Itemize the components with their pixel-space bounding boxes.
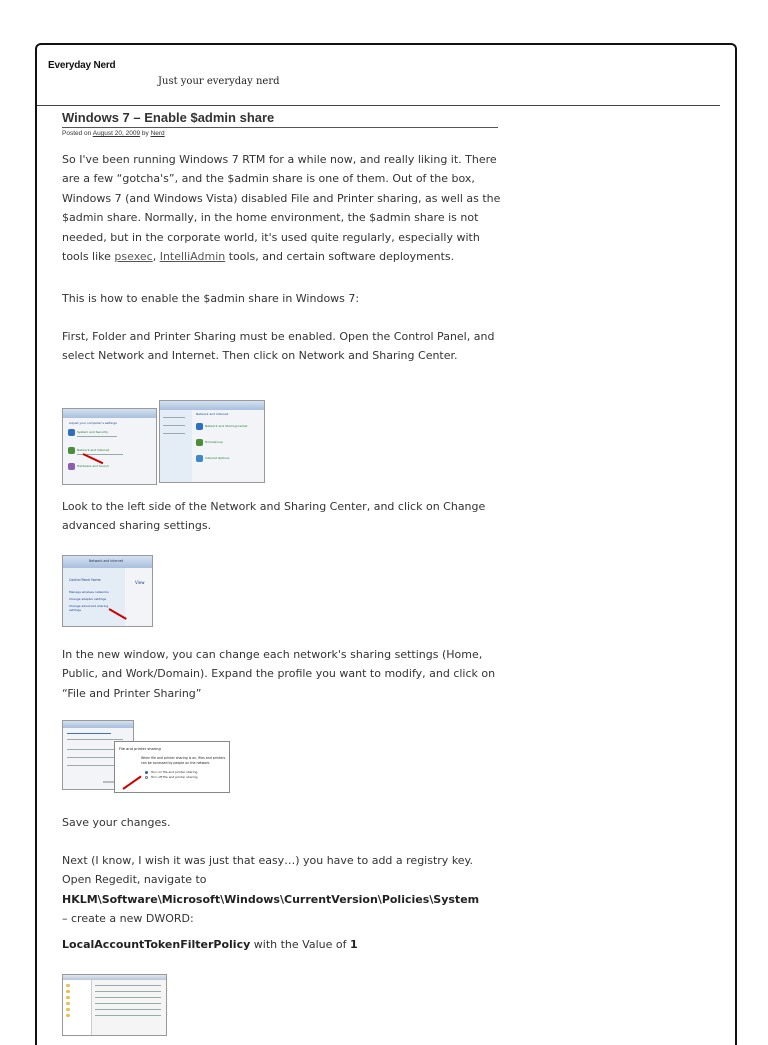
window-titlebar — [160, 401, 264, 410]
paragraph-intro-text: So I've been running Windows 7 RTM for a while now, and really liking it. There are a few “gotcha's”, and the $admin share is one of them. Out of the box, Windows 7 (and Windows Vista) disabled File and Printer sharing, as well as the $admin share. Normally, in the home environment, the $admin share is not needed, but in the corporate world, it's used quite regularly, especially with tools like — [62, 153, 501, 264]
nav-line — [163, 417, 185, 418]
post-meta — [62, 130, 165, 137]
folder-icon — [66, 1002, 70, 1005]
radio-on-icon — [145, 771, 148, 774]
cp-item-hardware: Hardware and Sound — [77, 464, 109, 468]
paragraph-step-2: Look to the left side of the Network and Sharing Center, and click on Change advanced sharing settings. — [62, 500, 486, 533]
sc-side-adapter: Change adapter settings — [69, 597, 107, 601]
cp-heading: Adjust your computer's settings — [69, 421, 117, 425]
window-titlebar — [63, 409, 156, 418]
security-icon — [68, 429, 75, 436]
regedit-screenshot[interactable] — [62, 974, 167, 1036]
dword-value: 1 — [349, 938, 358, 951]
sc-view: View — [135, 580, 145, 585]
registry-row — [95, 1009, 161, 1010]
psexec-link[interactable]: psexec — [114, 250, 153, 264]
paragraph-intro — [62, 150, 502, 289]
link-separator: , — [152, 250, 160, 264]
ni-heading: Network and Internet — [196, 412, 228, 416]
cp-item-security: System and Security — [77, 430, 109, 434]
registry-row — [95, 1015, 161, 1016]
site-title[interactable]: Everyday Nerd — [48, 60, 116, 71]
registry-dword-text: – create a new DWORD: — [62, 912, 194, 926]
folder-icon — [66, 996, 70, 999]
ni-item-sharing: Network and Sharing Center — [205, 424, 248, 428]
fps-opt-off: Turn off file and printer sharing — [151, 775, 198, 779]
registry-row — [95, 997, 161, 998]
post-title[interactable]: Windows 7 – Enable $admin share — [62, 110, 275, 125]
fps-desc: When file and printer sharing is on, files and printers can be accessed by people on the network. — [141, 756, 226, 765]
intelliadmin-link[interactable]: IntelliAdmin — [159, 250, 226, 264]
meta-prefix: Posted on — [62, 130, 93, 137]
sc-breadcrumb: Network and Internet — [89, 559, 123, 563]
paragraph-registry — [62, 851, 502, 935]
dword-name: LocalAccountTokenFilterPolicy — [62, 938, 251, 951]
settings-line — [67, 739, 123, 740]
sc-side-advanced: Change advanced sharing settings — [69, 604, 109, 612]
radio-off-icon — [145, 776, 148, 779]
paragraph-save: Save your changes. — [62, 816, 171, 829]
header-divider — [37, 105, 720, 106]
registry-row — [95, 985, 161, 986]
internet-options-icon — [196, 455, 203, 462]
paragraph-how-to: This is how to enable the $admin share in Windows 7: — [62, 292, 360, 305]
control-panel-screenshot[interactable] — [62, 408, 157, 485]
cp-item-network: Network and Internet — [77, 448, 109, 452]
registry-row — [95, 1003, 161, 1004]
folder-icon — [66, 1014, 70, 1017]
sharing-center-icon — [196, 423, 203, 430]
folder-icon — [66, 1008, 70, 1011]
folder-icon — [66, 990, 70, 993]
registry-path: HKLM\Software\Microsoft\Windows\CurrentVersion\Policies\System — [62, 892, 480, 906]
paragraph-intro-end: tools, and certain software deployments. — [225, 250, 455, 264]
settings-heading-line — [67, 733, 111, 734]
author-link[interactable]: Nerd — [150, 130, 165, 137]
network-internet-screenshot[interactable] — [159, 400, 265, 483]
file-printer-sharing-screenshot[interactable] — [114, 741, 230, 793]
fps-heading: File and printer sharing — [119, 747, 161, 751]
sc-side-wireless: Manage wireless networks — [69, 590, 109, 594]
hardware-icon — [68, 463, 75, 470]
nav-line — [163, 425, 185, 426]
ni-item-homegroup: HomeGroup — [205, 440, 223, 444]
folder-icon — [66, 984, 70, 987]
paragraph-step-1: First, Folder and Printer Sharing must be enabled. Open the Control Panel, and select Network and Internet. Then click on Network and Sharing Center. — [62, 330, 495, 363]
window-titlebar — [63, 721, 133, 728]
paragraph-dword — [62, 935, 502, 954]
cp-sub-line — [77, 436, 117, 437]
network-icon — [68, 447, 75, 454]
registry-row — [95, 991, 161, 992]
paragraph-step-3: In the new window, you can change each network's sharing settings (Home, Public, and Work/Domain). Expand the profile you want to modify, and click on “File and Printer Sharing” — [62, 648, 496, 700]
nav-line — [163, 433, 185, 434]
ni-item-options: Internet Options — [205, 456, 230, 460]
post-title-divider — [62, 127, 498, 128]
site-tagline: Just your everyday nerd — [158, 76, 280, 87]
fps-opt-on: Turn on file and printer sharing — [151, 770, 198, 774]
post-date-link[interactable]: August 20, 2009 — [92, 130, 141, 137]
sharing-center-screenshot[interactable] — [62, 555, 153, 627]
meta-by: by — [140, 130, 151, 137]
sc-side-home: Control Panel Home — [69, 578, 101, 582]
registry-text: Next (I know, I wish it was just that easy…) you have to add a registry key. Open Regedit, navigate to — [62, 854, 473, 887]
post-body — [62, 150, 502, 954]
red-arrow — [122, 776, 141, 790]
dword-mid: with the Value of — [250, 938, 350, 951]
homegroup-icon — [196, 439, 203, 446]
nav-pane — [160, 410, 192, 482]
